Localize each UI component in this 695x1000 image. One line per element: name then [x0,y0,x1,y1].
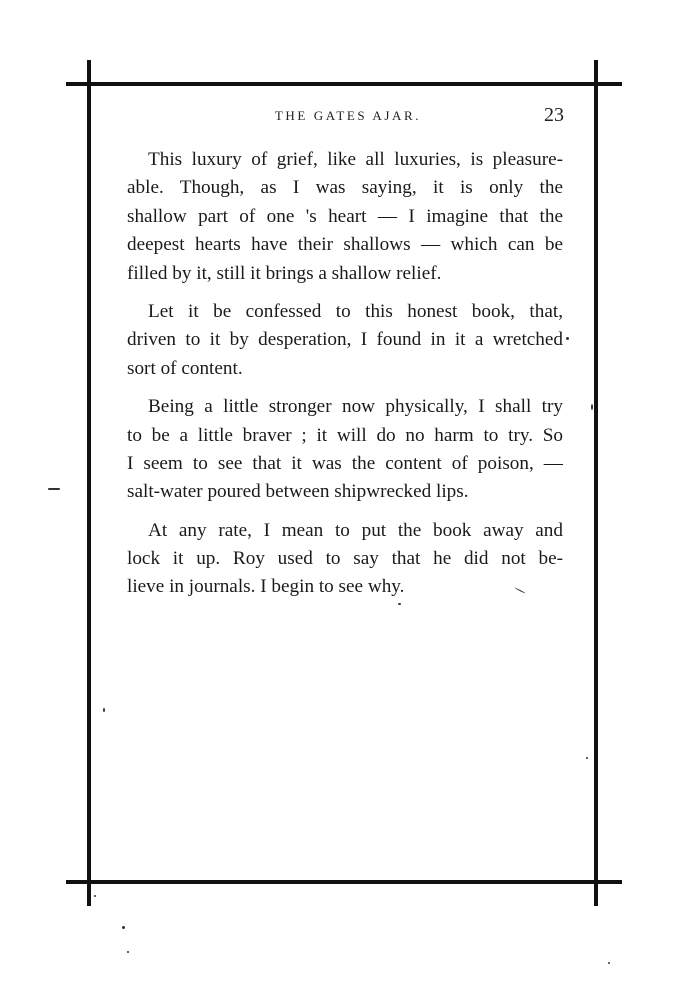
scan-speck [94,895,96,897]
border-left-rule [87,60,91,906]
border-bottom-rule [66,880,622,884]
text-line: deepest hearts have their shallows — which can be [127,234,563,256]
text-line: I seem to see that it was the content of poison, — [127,452,563,474]
paragraph-1 [127,146,563,288]
text-line: filled by it, still it brings a shallow relief. [127,262,442,284]
page-number: 23 [544,104,564,126]
scan-speck [591,404,593,410]
text-line: to be a little braver ; it will do no harm to try. So [127,424,563,446]
border-right-rule [594,60,598,906]
text-line: At any rate, I mean to put the book away and [148,519,563,541]
text-line: Being a little stronger now physically, I shall try [148,396,563,418]
text-line: able. Though, as I was saying, it is only the [127,177,563,199]
paragraph-4 [127,517,563,602]
scan-speck [586,757,588,759]
text-line: lieve in journals. I begin to see why. [127,576,405,598]
text-line: shallow part of one 's heart — I imagine that the [127,205,563,227]
text-line: Let it be confessed to this honest book, that, [148,300,563,322]
scan-speck [48,488,60,490]
body-text [127,146,563,612]
scan-speck [103,708,105,712]
text-line: driven to it by desperation, I found in it a wretched [127,329,563,351]
scan-speck [608,962,610,964]
running-title: THE GATES AJAR. [274,108,422,123]
scan-speck [122,926,125,929]
text-line: salt-water poured between shipwrecked lips. [127,481,469,503]
scan-speck [566,337,569,340]
running-head [128,104,568,130]
border-top-rule [66,82,622,86]
text-line: This luxury of grief, like all luxuries, is pleasure- [148,149,563,170]
text-line: lock it up. Roy used to say that he did not be- [127,548,563,570]
paragraph-2 [127,298,563,383]
text-line: sort of content. [127,357,243,379]
scan-speck [127,951,129,953]
paragraph-3 [127,393,563,507]
scan-speck [398,603,401,605]
